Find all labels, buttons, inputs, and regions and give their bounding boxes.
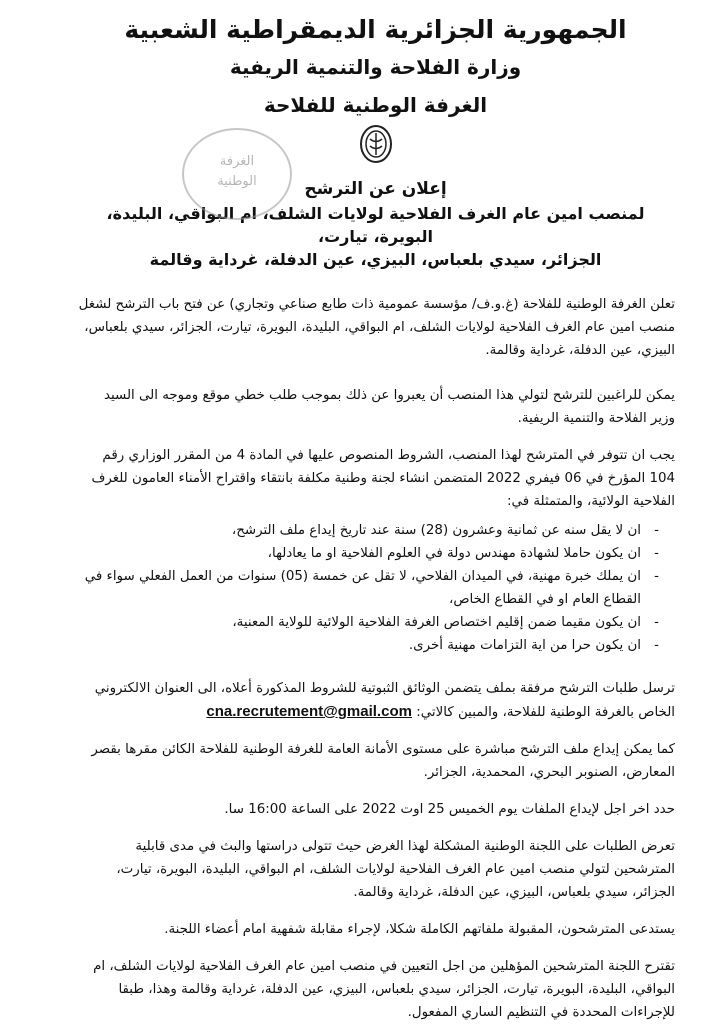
announcement-subtitle-line1: لمنصب امين عام الغرف الفلاحية لولايات الشلف، ام البواقي، البليدة، البويرة، تيارت، — [106, 204, 645, 246]
paragraph-submission: ترسل طلبات الترشح مرفقة بملف يتضمن الوثائق الثبوتية للشروط المذكورة أعلاه، الى العنوان الالكتروني الخاص بالغرفة الوطنية للفلاحة، والمبين كالاتي: cna.recrutement@gmail.com — [94, 681, 675, 720]
chamber-emblem-logo — [76, 124, 675, 168]
list-item: - ان لا يقل سنه عن ثمانية وعشرون (28) سنة عند تاريخ إيداع ملف الترشح، — [76, 519, 659, 542]
list-item: - ان يملك خبرة مهنية، في الميدان الفلاحي، لا تقل عن خمسة (05) سنوات من العمل الفعلي سواء في القطاع العام او في القطاع الخاص، — [76, 565, 659, 611]
paragraph-committee: تعرض الطلبات على اللجنة الوطنية المشكلة لهذا الغرض حيث تتولى دراستها والبث في مدى قابلية المترشحين لتولي منصب امين عام الغرف الفلاحية لولايات الشلف، ام البواقي، البليدة، البويرة، تيارت، الجزائر، سيدي بلعباس، البيزي، عين الدفلة، غرداية وقالمة. — [116, 839, 675, 900]
paragraph-appointment: تقترح اللجنة المترشحين المؤهلين من اجل التعيين في منصب امين عام الغرف الفلاحية لولايات الشلف، ام البواقي، البليدة، البويرة، تيارت، الجزائر، سيدي بلعباس، البيزي، عين الدفلة، غرداية وقالمة وهذا، طبقا للإجراءات المحددة في التنظيم الساري المفعول. — [93, 959, 675, 1020]
paragraph-conditions-intro: يجب ان تتوفر في المترشح لهذا المنصب، الشروط المنصوص عليها في المادة 4 من المقرر الوزاري رقم 104 المؤرخ في 06 فيفري 2022 المتضمن انشاء لجنة وطنية مكلفة بانتقاء واقتراح الأمناء العامون للغرف الفلاحية الولائية، والمتمثلة في: — [91, 448, 675, 509]
list-item: - ان يكون مقيما ضمن إقليم اختصاص الغرفة الفلاحية الولائية للولاية المعنية، — [76, 611, 659, 634]
list-item: - ان يكون حاملا لشهادة مهندس دولة في العلوم الفلاحية او ما يعادلها، — [76, 542, 659, 565]
deadline-time: 16:00 — [248, 802, 287, 817]
header-chamber: الغرفة الوطنية للفلاحة — [263, 93, 488, 117]
email-link[interactable]: cna.recrutement@gmail.com — [206, 703, 412, 720]
header-republic: الجمهورية الجزائرية الديمقراطية الشعبية — [124, 15, 627, 44]
paragraph-interview: يستدعى المترشحون، المقبولة ملفاتهم الكاملة شكلا، لإجراء مقابلة شفهية امام أعضاء اللجنة. — [164, 922, 675, 937]
paragraph-opening: تعلن الغرفة الوطنية للفلاحة (غ.و.ف/ مؤسسة عمومية ذات طابع صناعي وتجاري) عن فتح باب الترشح لشغل منصب امين عام الغرف الفلاحية لولايات الشلف، ام البواقي، البليدة، البويرة، تيارت، الجزائر، سيدي بلعباس، البيزي، عين الدفلة، غرداية وقالمة. — [78, 297, 675, 358]
paragraph-deadline: حدد اخر اجل لإيداع الملفات يوم الخميس 25 اوت 2022 على الساعة 16:00 سا. — [224, 802, 675, 817]
announcement-title: إعلان عن الترشح — [304, 179, 447, 199]
paragraph-application: يمكن للراغبين للترشح لتولي هذا المنصب أن يعبروا عن ذلك بموجب طلب خطي موقع وموجه الى السيد وزير الفلاحة والتنمية الريفية. — [103, 388, 675, 426]
header-ministry: وزارة الفلاحة والتنمية الريفية — [229, 55, 522, 79]
conditions-list — [76, 519, 675, 657]
paragraph-deposit: كما يمكن إيداع ملف الترشح مباشرة على مستوى الأمانة العامة للغرفة الوطنية للفلاحة الكائن مقرها بقصر المعارض، الصنوبر البحري، المحمدية، الجزائر. — [91, 742, 675, 780]
stamp-seal: الغرفة الوطنية — [182, 128, 292, 220]
emblem-icon — [359, 124, 393, 164]
announcement-subtitle-line2: الجزائر، سيدي بلعباس، البيزي، عين الدفلة، غرداية وقالمة — [149, 250, 602, 269]
list-item: - ان يكون حرا من اية التزامات مهنية أخرى. — [76, 634, 659, 657]
